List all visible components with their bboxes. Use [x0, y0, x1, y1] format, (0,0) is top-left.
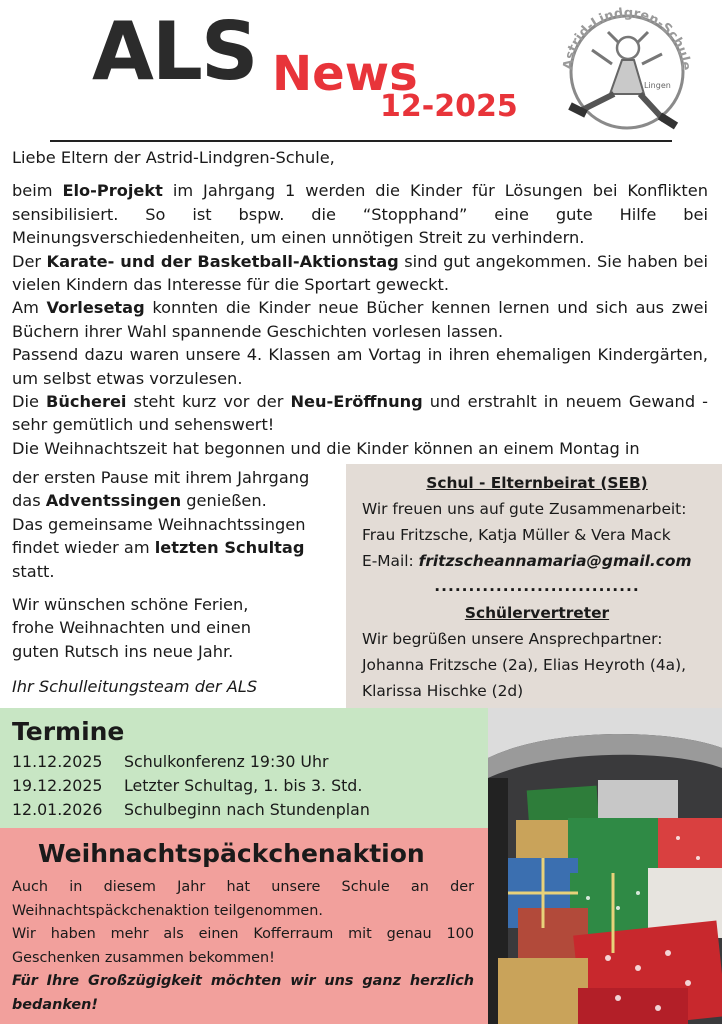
seb-line: Frau Fritzsche, Katja Müller & Vera Mack	[362, 526, 671, 544]
aktion-paragraph: Auch in diesem Jahr hat unsere Schule an der Weihnachtspäckchenaktion teilgenommen.	[12, 879, 474, 919]
termine-box	[0, 708, 488, 828]
aktion-thanks: Für Ihre Großzügigkeit möchten wir uns ganz herzlich bedanken!	[12, 973, 474, 1013]
email-link[interactable]: fritzscheannamaria@gmail.com	[418, 552, 692, 570]
text: beim	[12, 181, 63, 201]
text: Die	[12, 392, 46, 412]
text: das	[12, 491, 46, 511]
termin-text: Schulbeginn nach Stundenplan	[124, 800, 370, 819]
text: findet wieder am	[12, 538, 155, 558]
wishes-line: frohe Weihnachten und einen	[12, 618, 251, 638]
text-line	[12, 489, 342, 512]
seb-line: Klarissa Hischke (2d)	[362, 682, 524, 700]
seb-heading: Schul - Elternbeirat (SEB)	[426, 474, 648, 492]
highlight: Adventssingen	[45, 491, 182, 511]
gift-boxes-photo	[488, 708, 722, 1024]
termin-text: Schulkonferenz 19:30 Uhr	[124, 752, 329, 771]
text: im Jahrgang 1 werden die Kinder für Lösungen bei Konflikten sensibilisiert. So ist bspw. die “Stopphand” eine gute Hilfe bei Meinungsverschiedenheiten, um einen unnötigen Streit zu verhindern.	[12, 181, 708, 248]
paragraph-vorlesetag	[12, 296, 708, 343]
highlight: Neu-Eröffnung	[290, 392, 423, 412]
aktion-box	[0, 828, 488, 1024]
termin-text: Letzter Schultag, 1. bis 3. Std.	[124, 776, 363, 795]
paragraph-aktionstag	[12, 250, 708, 297]
school-logo	[552, 2, 702, 130]
masthead-subtitle: News	[272, 46, 418, 102]
termine-row	[12, 798, 476, 822]
intro-text	[12, 146, 708, 460]
text: Am	[12, 298, 47, 318]
logo-lettering: Astrid-Lindgren-Schule	[560, 5, 694, 72]
paragraph-vortag: Passend dazu waren unsere 4. Klassen am Vortag in ihren ehemaligen Kindergärten, um selbst etwas vorzulesen.	[12, 345, 708, 388]
text-line: statt.	[12, 561, 55, 581]
termine-row	[12, 750, 476, 774]
termin-date: 11.12.2025	[12, 752, 103, 771]
schuelervertreter-heading: Schülervertreter	[464, 604, 610, 622]
highlight: Elo-Projekt	[62, 181, 163, 201]
highlight: Karate- und der Basketball-Aktionstag	[46, 251, 399, 271]
logo-location: Lingen	[644, 81, 671, 90]
highlight: Vorlesetag	[46, 298, 145, 318]
highlight: Bücherei	[46, 392, 127, 412]
termin-date: 12.01.2026	[12, 800, 103, 819]
dotted-divider: ..............................	[434, 577, 640, 595]
paragraph-buecherei	[12, 390, 708, 437]
aktion-heading: Weihnachtspäckchenaktion	[38, 839, 425, 868]
termine-row	[12, 774, 476, 798]
paragraph-elo	[12, 179, 708, 249]
text: und erstrahlt in neuem Gewand - sehr gemütlich und sehenswert!	[12, 392, 708, 435]
wishes-line: Wir wünschen schöne Ferien,	[12, 595, 249, 615]
termin-date: 19.12.2025	[12, 776, 103, 795]
text: steht kurz vor der	[126, 392, 291, 412]
text: Der	[12, 251, 47, 271]
seb-email-row	[362, 548, 712, 574]
header-divider	[50, 140, 672, 142]
signature: Ihr Schulleitungsteam der ALS	[12, 677, 258, 697]
seb-line: Wir begrüßen unsere Ansprechpartner:	[362, 630, 663, 648]
paragraph-weihnachtszeit: Die Weihnachtszeit hat begonnen und die Kinder können an einem Montag in	[12, 438, 640, 458]
left-column	[12, 466, 342, 699]
text: konnten die Kinder neue Bücher kennen lernen und sich aus zwei Büchern ihrer Wahl spannende Geschichten vorlesen lassen.	[12, 298, 708, 341]
seb-line: Johanna Fritzsche (2a), Elias Heyroth (4a),	[362, 656, 687, 674]
termine-heading: Termine	[12, 717, 125, 746]
text: genießen.	[181, 491, 267, 511]
text-line: Das gemeinsame Weihnachtssingen	[12, 514, 306, 534]
seb-box	[346, 464, 722, 708]
wishes-line: guten Rutsch ins neue Jahr.	[12, 641, 234, 661]
highlight: letzten Schultag	[154, 538, 305, 558]
text-line: der ersten Pause mit ihrem Jahrgang	[12, 468, 310, 487]
text-line	[12, 536, 342, 559]
text: sind gut angekommen. Sie haben bei vielen Kindern das Interesse für die Sportart geweckt.	[12, 251, 709, 295]
masthead-title: ALS	[92, 5, 257, 98]
email-label: E-Mail:	[362, 552, 419, 570]
issue-number: 12-2025	[380, 89, 518, 124]
seb-line: Wir freuen uns auf gute Zusammenarbeit:	[362, 500, 687, 518]
aktion-paragraph: Wir haben mehr als einen Kofferraum mit genau 100 Geschenken zusammen bekommen!	[12, 926, 474, 966]
greeting: Liebe Eltern der Astrid-Lindgren-Schule,	[12, 148, 335, 167]
spacer	[12, 583, 342, 593]
